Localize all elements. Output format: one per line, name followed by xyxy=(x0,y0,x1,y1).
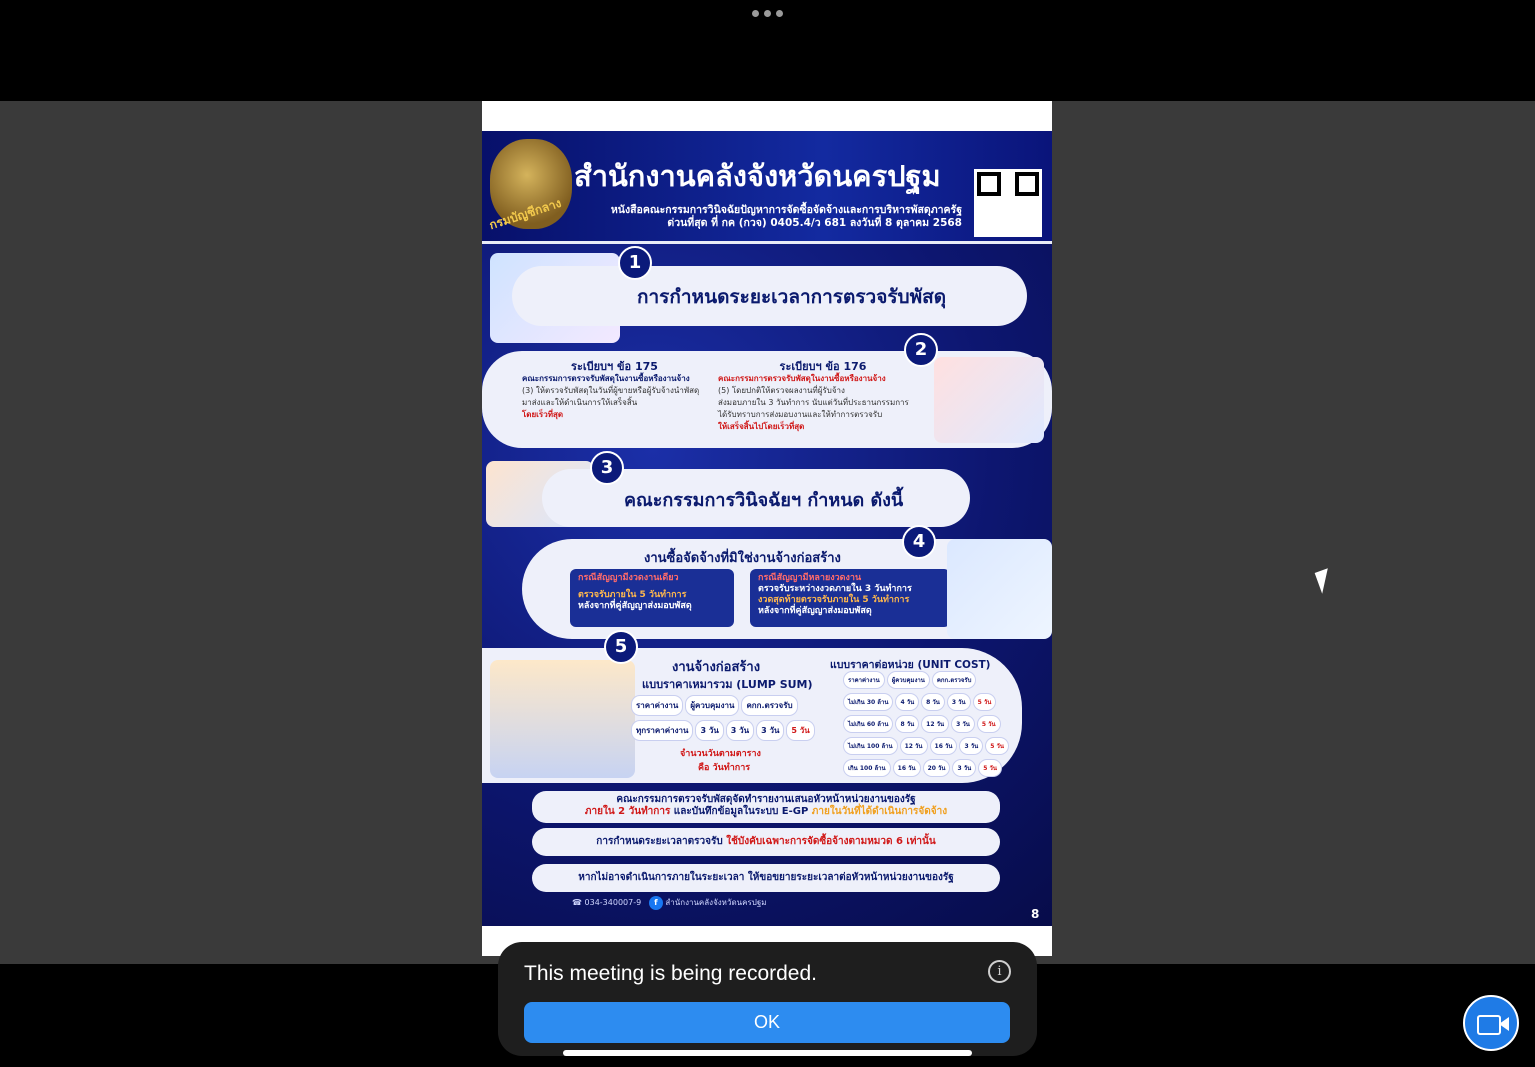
unit-cell: 16 วัน xyxy=(894,760,920,776)
regulation-176-body-3: ได้รับทราบการส่งมอบงานและให้ทำการตรวจรับ xyxy=(718,410,883,419)
unit-cell: 5 วัน xyxy=(978,716,1000,732)
report-bar-mid: และบันทึกข้อมูลในระบบ E-GP xyxy=(670,806,812,817)
ok-button[interactable]: OK xyxy=(524,1002,1010,1043)
regulation-176-body-1: (5) โดยปกติให้ตรวจผลงานที่ผู้รับจ้าง xyxy=(718,386,845,395)
report-bar-line-2 xyxy=(532,806,1000,818)
illustration-analytics xyxy=(934,357,1044,443)
phone-number: 034-340007-9 xyxy=(584,898,642,907)
section-4-panel xyxy=(522,539,1052,639)
unit-cell: ไม่เกิน 30 ล้าน xyxy=(844,694,892,710)
unit-cell: 12 วัน xyxy=(922,716,948,732)
lump-value: 5 วัน xyxy=(787,721,813,740)
unit-cost-table xyxy=(844,672,1008,782)
regulation-176-body-2: ส่งมอบภายใน 3 วันทำการ นับแต่วันที่ประธานกรรมการ xyxy=(718,398,909,407)
facebook-page-name: สำนักงานคลังจังหวัดนครปฐม xyxy=(665,898,767,907)
unit-cell: 8 วัน xyxy=(922,694,944,710)
lump-note-1: จำนวนวันตามตาราง xyxy=(680,749,761,759)
illustration-inspector xyxy=(947,539,1052,639)
unit-header-committee: คกก.ตรวจรับ xyxy=(933,672,976,688)
slide-page-number: 8 xyxy=(1031,907,1040,921)
single-installment-box xyxy=(570,569,734,627)
lump-sum-table xyxy=(632,696,814,774)
unit-cell: 12 วัน xyxy=(901,738,927,754)
unit-cell: ไม่เกิน 60 ล้าน xyxy=(844,716,892,732)
qr-code xyxy=(974,169,1042,237)
poster-footer xyxy=(572,896,767,910)
multi-installment-line-1: ตรวจรับระหว่างงวดภายใน 3 วันทำการ xyxy=(758,584,912,594)
unit-cell: 5 วัน xyxy=(974,694,996,710)
lump-header-price: ราคาค่างาน xyxy=(632,696,682,715)
section-4-title: งานซื้อจัดจ้างที่มิใช่งานจ้างก่อสร้าง xyxy=(644,551,841,566)
unit-cell: 4 วัน xyxy=(896,694,918,710)
unit-header-supervisor: ผู้ควบคุมงาน xyxy=(888,672,929,688)
extension-bar-text: หากไม่อาจดำเนินการภายในระยะเวลา ให้ขอขยายระยะเวลาต่อหัวหน้าหน่วยงานของรัฐ xyxy=(578,872,954,883)
unit-cell: 5 วัน xyxy=(979,760,1001,776)
recording-message: This meeting is being recorded. xyxy=(524,962,817,985)
section-5-number: 5 xyxy=(604,630,638,664)
poster-reference-line-2: ด่วนที่สุด ที่ กค (กวจ) 0405.4/ว 681 ลงวันที่ 8 ตุลาคม 2568 xyxy=(667,217,962,229)
regulation-175-body: (3) ให้ตรวจรับพัสดุในวันที่ผู้ขายหรือผู้รับจ้างนำพัสดุมาส่งและให้ดำเนินการให้เสร็จสิ้น xyxy=(522,386,700,407)
single-installment-line-2: หลังจากที่คู่สัญญาส่งมอบพัสดุ xyxy=(578,601,692,611)
report-bar-line-1: คณะกรรมการตรวจรับพัสดุจัดทำรายงานเสนอหัวหน้าหน่วยงานของรัฐ xyxy=(616,794,916,805)
single-installment-head: กรณีสัญญามีงวดงานเดียว xyxy=(578,573,679,583)
scope-bar-red: ใช้บังคับเฉพาะการจัดซื้อจ้างตามหมวด 6 เท่านั้น xyxy=(726,836,936,847)
unit-cell: 8 วัน xyxy=(896,716,918,732)
section-2-left-column xyxy=(522,361,707,421)
single-installment-line-1: ตรวจรับภายใน 5 วันทำการ xyxy=(578,590,687,600)
illustration-construction-site xyxy=(490,660,635,778)
section-4-number: 4 xyxy=(902,525,936,559)
section-1-number: 1 xyxy=(618,246,652,280)
report-bar-orange: ภายในวันที่ได้ดำเนินการจัดจ้าง xyxy=(811,806,948,817)
video-camera-lens xyxy=(1499,1017,1509,1031)
section-1-title: การกำหนดระยะเวลาการตรวจรับพัสดุ xyxy=(637,286,947,308)
info-icon[interactable]: i xyxy=(988,960,1011,983)
lump-sum-title: แบบราคาเหมารวม (LUMP SUM) xyxy=(642,678,813,691)
unit-cell: 5 วัน xyxy=(986,738,1008,754)
video-camera-button[interactable] xyxy=(1463,995,1519,1051)
unit-cell: 3 วัน xyxy=(952,716,974,732)
multi-installment-head: กรณีสัญญามีหลายงวดงาน xyxy=(758,573,862,583)
unit-cost-title: แบบราคาต่อหน่วย (UNIT COST) xyxy=(830,659,991,671)
regulation-175-red: โดยเร็วที่สุด xyxy=(522,410,564,419)
section-5-panel xyxy=(482,648,1022,783)
unit-cell: 3 วัน xyxy=(948,694,970,710)
regulation-176-body-4: ให้เสร็จสิ้นไปโดยเร็วที่สุด xyxy=(718,422,805,431)
infographic-poster xyxy=(482,131,1052,926)
regulation-176-sub: คณะกรรมการตรวจรับพัสดุในงานซื้อหรืองานจ้าง xyxy=(718,374,886,383)
lump-header-supervisor: ผู้ควบคุมงาน xyxy=(686,696,738,715)
regulation-175-sub: คณะกรรมการตรวจรับพัสดุในงานซื้อหรืองานจ้าง xyxy=(522,374,690,383)
unit-cell: เกิน 100 ล้าน xyxy=(844,760,890,776)
lump-header-committee: คกก.ตรวจรับ xyxy=(742,696,796,715)
unit-header-price: ราคาค่างาน xyxy=(844,672,884,688)
multi-installment-box xyxy=(750,569,950,627)
unit-cell: 3 วัน xyxy=(960,738,982,754)
lump-value: 3 วัน xyxy=(727,721,753,740)
section-2-right-column xyxy=(718,361,928,433)
video-camera-icon xyxy=(1477,1015,1501,1035)
facebook-icon: f xyxy=(649,896,663,910)
unit-cell: 20 วัน xyxy=(924,760,950,776)
lump-note-2: คือ วันทำการ xyxy=(698,763,751,773)
poster-header xyxy=(482,131,1052,244)
seal-text: กรมบัญชีกลาง xyxy=(487,195,564,233)
section-3-title: คณะกรรมการวินิจฉัยฯ กำหนด ดังนี้ xyxy=(624,490,904,511)
poster-title: สำนักงานคลังจังหวัดนครปฐม xyxy=(574,159,941,193)
section-2-panel xyxy=(482,351,1052,448)
scope-bar xyxy=(532,828,1000,856)
phone-icon: ☎ xyxy=(572,898,582,907)
report-bar xyxy=(532,791,1000,823)
report-bar-red: ภายใน 2 วันทำการ xyxy=(584,806,671,817)
section-5-title: งานจ้างก่อสร้าง xyxy=(672,660,761,675)
section-1-pill xyxy=(512,266,1027,326)
lump-row-label: ทุกราคาค่างาน xyxy=(632,721,692,740)
shared-slide xyxy=(482,101,1052,956)
unit-cell: ไม่เกิน 100 ล้าน xyxy=(844,738,897,754)
poster-reference-line-1: หนังสือคณะกรรมการวินิจฉัยปัญหาการจัดซื้อจัดจ้างและการบริหารพัสดุภาครัฐ xyxy=(610,204,962,216)
recording-notice xyxy=(498,942,1037,1056)
scope-bar-text: การกำหนดระยะเวลาตรวจรับ xyxy=(596,836,727,847)
home-indicator[interactable] xyxy=(563,1050,972,1056)
section-2-number: 2 xyxy=(904,333,938,367)
multi-installment-line-2: งวดสุดท้ายตรวจรับภายใน 5 วันทำการ xyxy=(758,595,910,605)
section-3-number: 3 xyxy=(590,451,624,485)
unit-cell: 16 วัน xyxy=(931,738,957,754)
multi-installment-line-3: หลังจากที่คู่สัญญาส่งมอบพัสดุ xyxy=(758,606,872,616)
extension-bar xyxy=(532,864,1000,892)
unit-cell: 3 วัน xyxy=(953,760,975,776)
lump-value: 3 วัน xyxy=(696,721,722,740)
regulation-176-heading: ระเบียบฯ ข้อ 176 xyxy=(779,360,867,373)
lump-value: 3 วัน xyxy=(757,721,783,740)
regulation-175-heading: ระเบียบฯ ข้อ 175 xyxy=(571,360,658,373)
more-dots-icon[interactable] xyxy=(752,10,783,17)
